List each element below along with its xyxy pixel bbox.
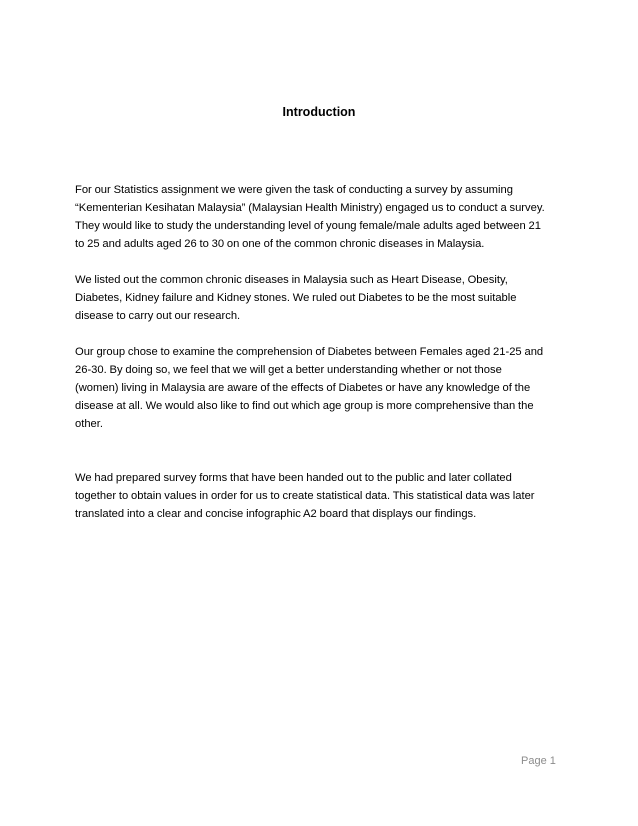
text-line: 26-30. By doing so, we feel that we will get a better understanding whether or not those xyxy=(75,364,502,376)
paragraph-comprehension xyxy=(75,343,575,433)
text-line: disease at all. We would also like to find out which age group is more comprehensive than the xyxy=(75,400,534,412)
text-line: together to obtain values in order for us to create statistical data. This statistical data was later xyxy=(75,490,535,502)
text-line: They would like to study the understanding level of young female/male adults aged between 21 xyxy=(75,220,541,232)
paragraph-assignment xyxy=(75,181,575,253)
text-line: For our Statistics assignment we were given the task of conducting a survey by assuming xyxy=(75,184,513,196)
paragraph-diseases xyxy=(75,271,575,325)
document-body xyxy=(75,181,575,523)
text-line: We listed out the common chronic diseases in Malaysia such as Heart Disease, Obesity, xyxy=(75,274,508,286)
page-title: Introduction xyxy=(282,105,356,119)
text-line: translated into a clear and concise infographic A2 board that displays our findings. xyxy=(75,508,477,520)
text-line: disease to carry out our research. xyxy=(75,310,241,322)
page-number: Page 1 xyxy=(521,755,556,767)
text-line: other. xyxy=(75,418,103,430)
text-line: We had prepared survey forms that have been handed out to the public and later collated xyxy=(75,472,512,484)
paragraph-survey-forms xyxy=(75,469,575,523)
text-line: Diabetes, Kidney failure and Kidney stones. We ruled out Diabetes to be the most suitable xyxy=(75,292,517,304)
text-line: Our group chose to examine the comprehension of Diabetes between Females aged 21-25 and xyxy=(75,346,544,358)
text-line: (women) living in Malaysia are aware of the effects of Diabetes or have any knowledge of the xyxy=(75,382,531,394)
text-line: “Kementerian Kesihatan Malaysia” (Malaysian Health Ministry) engaged us to conduct a survey. xyxy=(75,202,545,214)
text-line: to 25 and adults aged 26 to 30 on one of the common chronic diseases in Malaysia. xyxy=(75,238,485,250)
